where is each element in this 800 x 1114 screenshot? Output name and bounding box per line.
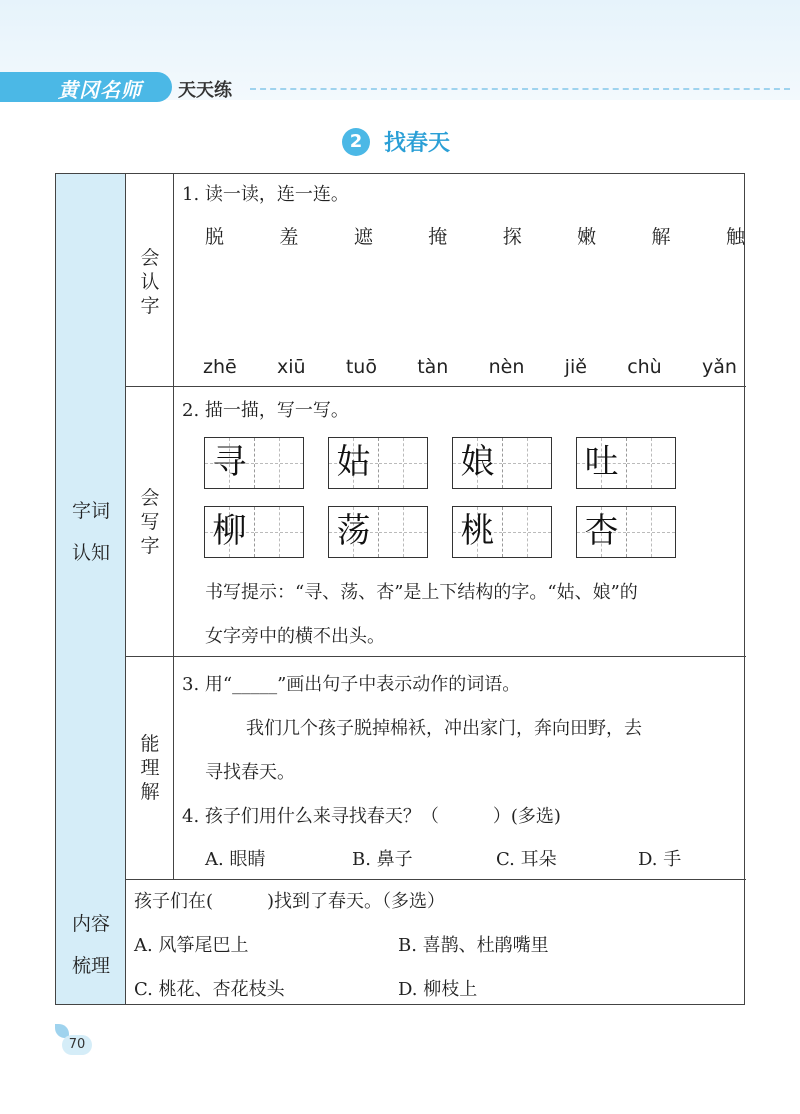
q1-pinyin-row xyxy=(203,356,737,378)
grid-empty-cell[interactable] xyxy=(378,507,427,557)
grid-char-cell: 吐 xyxy=(577,438,626,488)
q4-option-b[interactable]: B. 鼻子 xyxy=(352,849,413,870)
q1-pinyin[interactable]: jiě xyxy=(564,356,587,378)
grid-empty-cell[interactable] xyxy=(502,438,551,488)
q2-tip-line1: 书写提示：“寻、荡、杏”是上下结构的字。“姑、娘”的 xyxy=(205,582,638,603)
writing-grid xyxy=(452,437,552,489)
writing-grid xyxy=(328,437,428,489)
sub-understand-2: 理 xyxy=(140,757,160,779)
outline-option-c[interactable]: C. 桃花、杏花枝头 xyxy=(134,979,285,1000)
q1-pinyin[interactable]: yǎn xyxy=(701,356,737,378)
category-label-line1: 字词 xyxy=(71,500,110,522)
grid-char-cell: 寻 xyxy=(205,438,254,488)
outline-label-line2: 梳理 xyxy=(71,955,110,977)
q1-char[interactable]: 解 xyxy=(651,226,671,248)
q1-pinyin[interactable]: tàn xyxy=(417,356,449,378)
writing-grid xyxy=(204,506,304,558)
q3-title: 3. 用“_____”画出句子中表示动作的词语。 xyxy=(182,674,521,695)
q4-option-a[interactable]: A. 眼睛 xyxy=(205,849,266,870)
writing-grid xyxy=(576,506,676,558)
q2-tip-line2: 女字旁中的横不出头。 xyxy=(205,626,385,647)
grid-empty-cell[interactable] xyxy=(254,507,303,557)
q1-char[interactable]: 嫩 xyxy=(577,226,597,248)
grid-char-cell: 柳 xyxy=(205,507,254,557)
q1-char[interactable]: 探 xyxy=(502,226,522,248)
grid-empty-cell[interactable] xyxy=(378,438,427,488)
q4-option-c[interactable]: C. 耳朵 xyxy=(496,849,557,870)
grid-empty-cell[interactable] xyxy=(502,507,551,557)
outline-category xyxy=(56,879,126,1004)
writing-grid xyxy=(576,437,676,489)
subcategory-column xyxy=(126,174,174,879)
outline-option-b[interactable]: B. 喜鹊、杜鹃嘴里 xyxy=(398,935,549,956)
grid-char-cell: 荡 xyxy=(329,507,378,557)
lesson-number-badge: 2 xyxy=(342,128,370,156)
category-label-line2: 认知 xyxy=(71,542,110,564)
category-column xyxy=(56,174,126,879)
grid-char-cell: 杏 xyxy=(577,507,626,557)
q1-char[interactable]: 羞 xyxy=(279,226,299,248)
q4-title: 4. 孩子们用什么来寻找春天？（ ）(多选) xyxy=(182,806,561,827)
sub-recognize-2: 认 xyxy=(140,271,160,293)
outline-question: 孩子们在( )找到了春天。（多选） xyxy=(134,891,446,912)
sub-write-2: 写 xyxy=(140,511,160,533)
q3-passage-line1: 我们几个孩子脱掉棉袄，冲出家门，奔向田野，去 xyxy=(246,718,642,739)
grid-char-cell: 桃 xyxy=(453,507,502,557)
sub-understand-1: 能 xyxy=(140,733,160,755)
header-divider xyxy=(250,88,790,90)
q1-pinyin[interactable]: tuō xyxy=(345,356,377,378)
grid-empty-cell[interactable] xyxy=(254,438,303,488)
sub-understand-3: 解 xyxy=(140,781,160,803)
q2-title: 2. 描一描，写一写。 xyxy=(182,400,349,421)
writing-grid xyxy=(452,506,552,558)
q1-char[interactable]: 遮 xyxy=(353,226,373,248)
q1-title: 1. 读一读，连一连。 xyxy=(182,184,349,205)
q1-char[interactable]: 掩 xyxy=(428,226,448,248)
outline-option-a[interactable]: A. 风筝尾巴上 xyxy=(134,935,249,956)
series-name: 天天练 xyxy=(178,80,232,101)
divider-outline xyxy=(56,879,746,880)
grid-char-cell: 娘 xyxy=(453,438,502,488)
divider-recognize-write xyxy=(126,386,746,387)
q1-character-row xyxy=(205,222,745,249)
q1-pinyin[interactable]: chù xyxy=(627,356,662,378)
sub-write-1: 会 xyxy=(140,487,160,509)
page-number: 70 xyxy=(62,1035,92,1055)
writing-grid xyxy=(328,506,428,558)
q1-pinyin[interactable]: nèn xyxy=(488,356,525,378)
grid-empty-cell[interactable] xyxy=(626,507,675,557)
outline-label-line1: 内容 xyxy=(71,913,110,935)
brand-name: 黄冈名师 xyxy=(58,78,142,102)
sub-recognize-3: 字 xyxy=(140,295,160,317)
grid-empty-cell[interactable] xyxy=(626,438,675,488)
sub-recognize-1: 会 xyxy=(140,247,160,269)
grid-char-cell: 姑 xyxy=(329,438,378,488)
q1-char[interactable]: 触 xyxy=(725,226,745,248)
outline-option-d[interactable]: D. 柳枝上 xyxy=(398,979,478,1000)
writing-grid xyxy=(204,437,304,489)
q4-option-d[interactable]: D. 手 xyxy=(638,849,682,870)
q1-char[interactable]: 脱 xyxy=(205,226,225,248)
sub-write-3: 字 xyxy=(140,535,160,557)
q1-pinyin[interactable]: xiū xyxy=(276,356,306,378)
q3-passage-line2: 寻找春天。 xyxy=(205,762,295,783)
divider-write-understand xyxy=(126,656,746,657)
q1-pinyin[interactable]: zhē xyxy=(203,356,237,378)
lesson-title: 找春天 xyxy=(384,131,451,156)
